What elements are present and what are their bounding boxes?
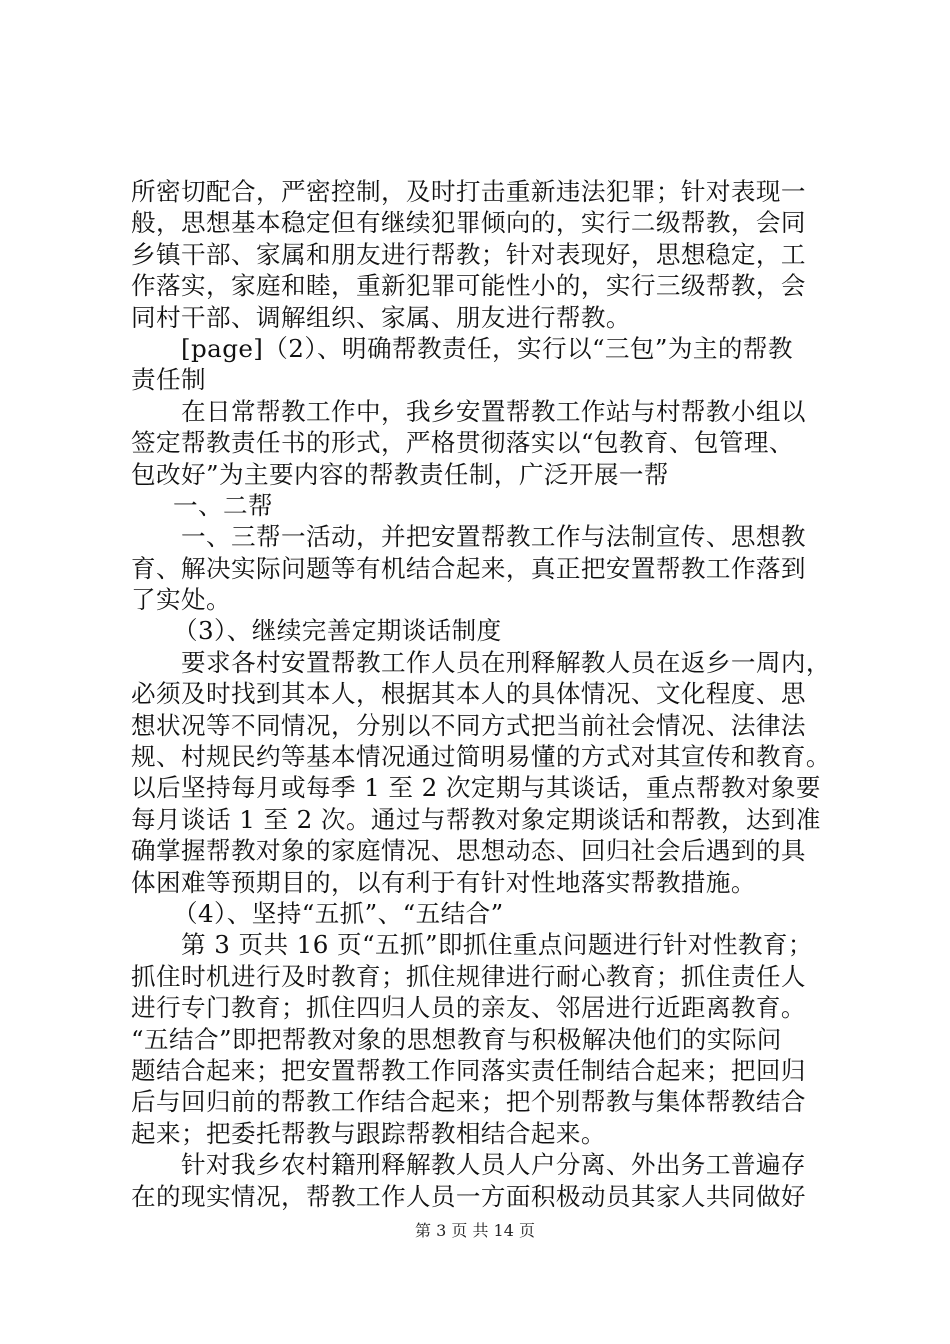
text-line: 育、解决实际问题等有机结合起来，真正把安置帮教工作落到 [131, 553, 806, 583]
text-line: 签定帮教责任书的形式，严格贯彻落实以“包教育、包管理、 [131, 428, 794, 458]
text-line: 了实处。 [131, 585, 231, 615]
text-line: 体困难等预期目的，以有利于有针对性地落实帮教措施。 [131, 867, 756, 897]
text-line: 所密切配合，严密控制，及时打击重新违法犯罪；针对表现一 [131, 177, 806, 206]
text-line: 一、二帮 [173, 490, 273, 520]
text-line: 一、三帮一活动，并把安置帮教工作与法制宣传、思想教 [181, 522, 806, 552]
text-line: 第 3 页共 16 页“五抓”即抓住重点问题进行针对性教育； [181, 930, 813, 960]
page-footer: 第 3 页 共 14 页 [415, 1221, 535, 1240]
text-line: 乡镇干部、家属和朋友进行帮教；针对表现好，思想稳定，工 [131, 239, 806, 269]
text-line: 抓住时机进行及时教育；抓住规律进行耐心教育；抓住责任人 [131, 961, 806, 991]
text-line: 进行专门教育；抓住四归人员的亲友、邻居进行近距离教育。 [131, 993, 806, 1023]
text-line: （4）、坚持“五抓”、“五结合” [173, 898, 504, 928]
text-line: “五结合”即把帮教对象的思想教育与积极解决他们的实际问 [131, 1024, 782, 1054]
text-line: 规、村规民约等基本情况通过简明易懂的方式对其宣传和教育。 [131, 742, 831, 772]
text-line: 般，思想基本稳定但有继续犯罪倾向的，实行二级帮教，会同 [131, 208, 806, 238]
text-line: 每月谈话 1 至 2 次。通过与帮教对象定期谈话和帮教，达到准 [131, 804, 821, 834]
text-line: 在日常帮教工作中，我乡安置帮教工作站与村帮教小组以 [181, 396, 806, 426]
text-line: 责任制 [131, 365, 206, 395]
text-line: 起来；把委托帮教与跟踪帮教相结合起来。 [131, 1118, 606, 1148]
text-line: 同村干部、调解组织、家属、朋友进行帮教。 [131, 302, 631, 332]
text-line: 作落实，家庭和睦，重新犯罪可能性小的，实行三级帮教，会 [131, 271, 806, 301]
text-line: 确掌握帮教对象的家庭情况、思想动态、回归社会后遇到的具 [131, 836, 806, 866]
document-body [131, 176, 831, 1212]
text-line: 在的现实情况，帮教工作人员一方面积极动员其家人共同做好 [131, 1181, 806, 1211]
text-line: 想状况等不同情况，分别以不同方式把当前社会情况、法律法 [131, 710, 806, 740]
text-line: 后与回归前的帮教工作结合起来；把个别帮教与集体帮教结合 [131, 1087, 806, 1117]
text-line: 包改好”为主要内容的帮教责任制，广泛开展一帮 [131, 459, 669, 489]
text-line: 题结合起来；把安置帮教工作同落实责任制结合起来；把回归 [131, 1055, 806, 1085]
text-line: （3）、继续完善定期谈话制度 [173, 616, 502, 646]
text-line: [page]（2）、明确帮教责任，实行以“三包”为主的帮教 [181, 333, 793, 363]
text-line: 针对我乡农村籍刑释解教人员人户分离、外出务工普遍存 [181, 1150, 806, 1180]
text-line: 以后坚持每月或每季 1 至 2 次定期与其谈话，重点帮教对象要 [131, 773, 821, 803]
text-line: 要求各村安置帮教工作人员在刑释解教人员在返乡一周内， [181, 647, 831, 677]
text-line: 必须及时找到其本人，根据其本人的具体情况、文化程度、思 [131, 679, 806, 709]
